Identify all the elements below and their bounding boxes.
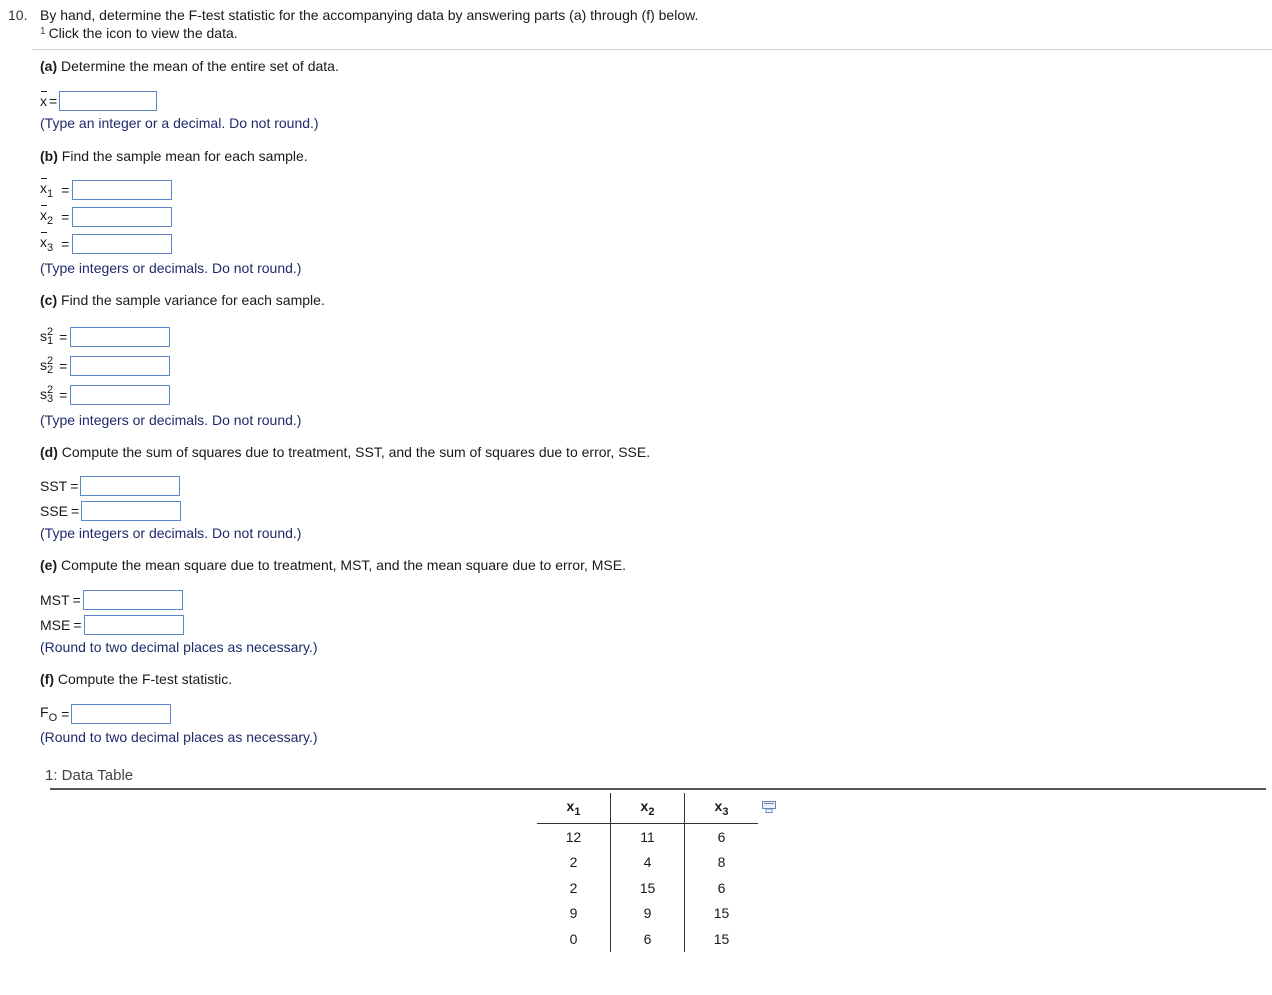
mse-row: MSE = [40, 615, 184, 635]
table-cell: 9 [611, 901, 685, 927]
header-x1: $x_1$ [537, 793, 611, 824]
f-statistic-row: $F_O$ = [40, 704, 171, 724]
mst-label: MST [40, 592, 70, 608]
table-row [537, 824, 758, 850]
sample-variance-2-row: s 2 2 = [40, 356, 170, 376]
sample-mean-3-input[interactable] [72, 234, 172, 254]
part-a-hint: (Type an integer or a decimal. Do not round.) [40, 115, 319, 131]
note-text[interactable]: Click the icon to view the data. [48, 25, 238, 41]
part-f-prompt: (f) Compute the F-test statistic. [40, 671, 233, 687]
sample-variance-3-input[interactable] [70, 385, 170, 405]
data-note[interactable] [40, 25, 238, 41]
sample-mean-1-row: $x_1$ = [40, 180, 172, 200]
sample-mean-2-input[interactable] [72, 207, 172, 227]
table-cell: 15 [685, 901, 759, 927]
table-cell: 6 [685, 875, 759, 901]
part-d-hint: (Type integers or decimals. Do not round.) [40, 525, 302, 541]
table-cell: 4 [611, 850, 685, 876]
copy-icon[interactable] [762, 801, 776, 813]
sample-variance-2-label: s 2 2 [40, 355, 54, 377]
table-cell: 9 [569, 905, 578, 922]
table-cell: 2 [569, 854, 578, 871]
mse-input[interactable] [84, 615, 184, 635]
table-row [537, 875, 758, 901]
table-cell: 11 [611, 824, 685, 850]
sample-variance-1-row: s 2 1 = [40, 327, 170, 347]
grand-mean-input[interactable] [59, 91, 157, 111]
sse-row: SSE = [40, 501, 181, 521]
sst-input[interactable] [80, 476, 180, 496]
sample-variance-3-label: s 2 3 [40, 384, 54, 406]
sample-mean-2-label: $x_2$ [40, 207, 54, 227]
table-cell: 6 [685, 824, 759, 850]
sample-mean-3-row: $x_3$ = [40, 234, 172, 254]
part-f-hint: (Round to two decimal places as necessary.) [40, 729, 318, 745]
table-row [537, 901, 758, 927]
sample-variance-1-input[interactable] [70, 327, 170, 347]
table-row [537, 926, 758, 952]
table-cell: 8 [685, 850, 759, 876]
note-marker: 1 [40, 26, 46, 37]
mst-row: MST = [40, 590, 183, 610]
question-text: By hand, determine the F-test statistic for the accompanying data by answering parts (a) through (f) below. [40, 7, 699, 23]
f-statistic-input[interactable] [71, 704, 171, 724]
part-e-hint: (Round to two decimal places as necessary.) [40, 639, 318, 655]
sst-label: SST [40, 478, 68, 494]
header-x2: $x_2$ [611, 793, 685, 824]
data-table [537, 793, 758, 952]
sample-variance-3-row: s 2 3 = [40, 385, 170, 405]
table-row [537, 850, 758, 876]
table-cell: 12 [565, 828, 582, 845]
question-number: 10. [8, 7, 28, 23]
table-cell: 2 [569, 879, 578, 896]
table-cell: 6 [611, 926, 685, 952]
part-d-prompt: (d) Compute the sum of squares due to treatment, SST, and the sum of squares due to error, SSE. [40, 444, 651, 460]
table-cell: 15 [611, 875, 685, 901]
header-x3: $x_3$ [685, 793, 759, 824]
part-e-prompt: (e) Compute the mean square due to treatment, MST, and the mean square due to error, MSE. [40, 557, 626, 573]
sample-mean-2-row: $x_2$ = [40, 207, 172, 227]
sse-input[interactable] [81, 501, 181, 521]
sample-mean-1-input[interactable] [72, 180, 172, 200]
data-table-title: 1: Data Table [45, 767, 134, 784]
mse-label: MSE [40, 617, 71, 633]
sample-variance-1-label: s 2 1 [40, 326, 54, 348]
part-b-prompt: (b) Find the sample mean for each sample. [40, 148, 308, 164]
f-statistic-label: $F_O$ [40, 704, 58, 724]
mst-input[interactable] [83, 590, 183, 610]
sse-label: SSE [40, 503, 69, 519]
grand-mean-row: x = [40, 91, 157, 111]
sst-row: SST = [40, 476, 180, 496]
sample-mean-1-label: $x_1$ [40, 180, 54, 200]
part-b-hint: (Type integers or decimals. Do not round.) [40, 260, 302, 276]
data-table-rule [50, 788, 1266, 790]
grand-mean-label: x [40, 93, 47, 109]
table-cell: 15 [685, 926, 759, 952]
header-divider [32, 49, 1272, 50]
part-c-prompt: (c) Find the sample variance for each sample. [40, 292, 325, 308]
part-a-prompt: (a) Determine the mean of the entire set of data. [40, 58, 339, 74]
sample-mean-3-label: $x_3$ [40, 234, 54, 254]
sample-variance-2-input[interactable] [70, 356, 170, 376]
table-cell: 0 [569, 930, 578, 947]
part-c-hint: (Type integers or decimals. Do not round.) [40, 412, 302, 428]
